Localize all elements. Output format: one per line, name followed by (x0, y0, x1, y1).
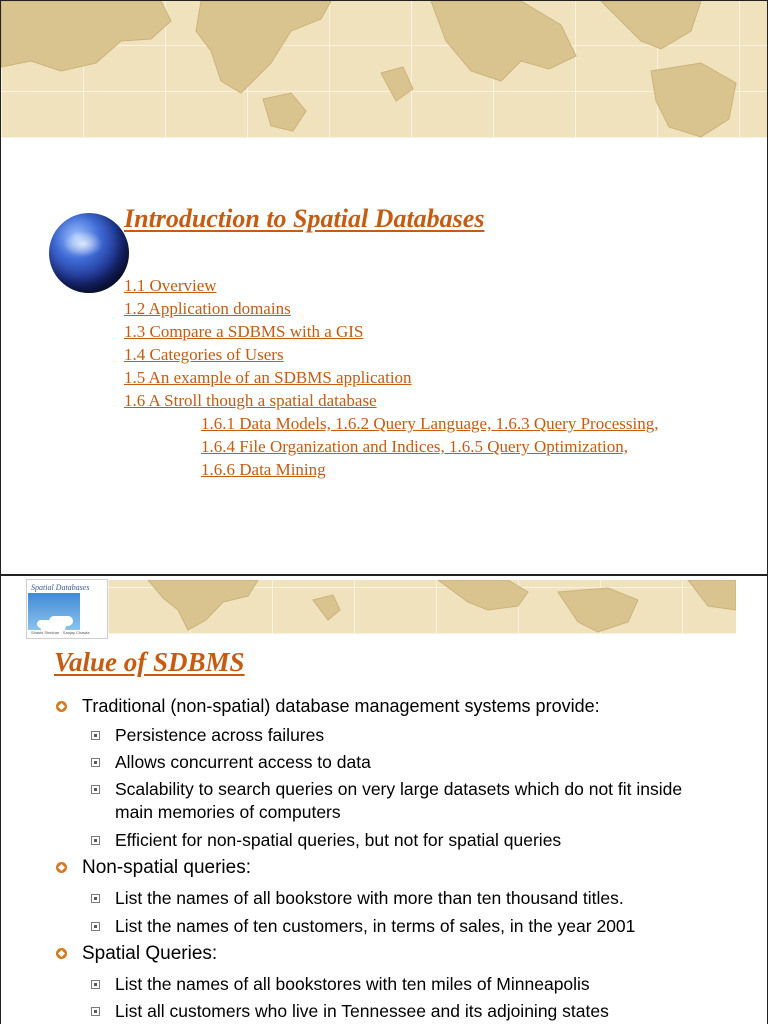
sub-bullet (91, 1000, 731, 1023)
square-bullet-icon (91, 758, 100, 767)
sub-bullet (91, 751, 731, 774)
toc-link-compare-sdbms-gis[interactable]: 1.3 Compare a SDBMS with a GIS (124, 322, 364, 341)
square-bullet-icon (91, 836, 100, 845)
toc-link-stroll-spatial-db[interactable]: 1.6 A Stroll though a spatial database (124, 391, 377, 410)
bullet-text: Spatial Queries: (82, 943, 218, 964)
toc-sub-label: 1.6.6 Data Mining (201, 460, 326, 479)
sub-bullet (91, 887, 731, 910)
sub-bullet (91, 829, 731, 852)
square-bullet-icon (91, 1007, 100, 1016)
sub-bullet-text: Allows concurrent access to data (115, 752, 371, 772)
sub-bullet-text: List the names of all bookstore with more than ten thousand titles. (115, 888, 624, 908)
toc-sub-label: 1.6.1 Data Models, 1.6.2 Query Language, 1.6.3 Query Processing, (201, 414, 659, 433)
bullet-icon (56, 862, 67, 873)
bullet-non-spatial-queries (56, 857, 756, 879)
toc-sub-link[interactable] (124, 458, 659, 481)
sub-bullet (91, 778, 691, 824)
bullet-icon (56, 701, 67, 712)
sub-bullet (91, 724, 731, 747)
sub-bullet (91, 915, 731, 938)
slide-title: Introduction to Spatial Databases (124, 204, 485, 233)
sub-bullet-text: Efficient for non-spatial queries, but not for spatial queries (115, 830, 562, 850)
sub-bullet-text: List the names of ten customers, in terms of sales, in the year 2001 (115, 916, 636, 936)
world-map-banner (108, 580, 736, 634)
sub-bullet (91, 973, 731, 996)
world-map-image (108, 580, 736, 634)
table-of-contents (124, 274, 659, 481)
slide-title: Value of SDBMS (54, 647, 245, 677)
toc-sub-link[interactable] (124, 412, 659, 435)
bullet-text: Non-spatial queries: (82, 857, 251, 878)
toc-link-overview[interactable]: 1.1 Overview (124, 276, 217, 295)
sub-bullet-text: List the names of all bookstores with ten miles of Minneapolis (115, 974, 590, 994)
world-map-banner (1, 1, 768, 138)
square-bullet-icon (91, 731, 100, 740)
book-title: Spatial Databases (31, 583, 90, 592)
slide-2 (0, 575, 768, 1024)
book-cover-image (26, 579, 108, 639)
square-bullet-icon (91, 785, 100, 794)
bullet-text: Traditional (non-spatial) database management systems provide: (82, 696, 600, 716)
toc-link-sdbms-example[interactable]: 1.5 An example of an SDBMS application (124, 368, 412, 387)
sub-bullet-text: List all customers who live in Tennessee and its adjoining states (115, 1001, 609, 1021)
sub-bullet-text: Scalability to search queries on very large datasets which do not fit inside main memories of computers (115, 779, 683, 822)
square-bullet-icon (91, 922, 100, 931)
sub-bullet-text: Persistence across failures (115, 725, 325, 745)
bullet-traditional-dbms (56, 696, 756, 717)
toc-sub-label: 1.6.4 File Organization and Indices, 1.6.5 Query Optimization, (201, 437, 628, 456)
toc-link-application-domains[interactable]: 1.2 Application domains (124, 299, 291, 318)
square-bullet-icon (91, 894, 100, 903)
square-bullet-icon (91, 980, 100, 989)
globe-icon (49, 213, 129, 293)
bullet-icon (56, 948, 67, 959)
world-map-image (1, 1, 768, 138)
toc-sub-link[interactable] (124, 435, 659, 458)
toc-link-categories-of-users[interactable]: 1.4 Categories of Users (124, 345, 284, 364)
book-authors: Shashi Shekhar · Sanjay Chawla (31, 630, 90, 635)
bullet-spatial-queries (56, 943, 756, 965)
